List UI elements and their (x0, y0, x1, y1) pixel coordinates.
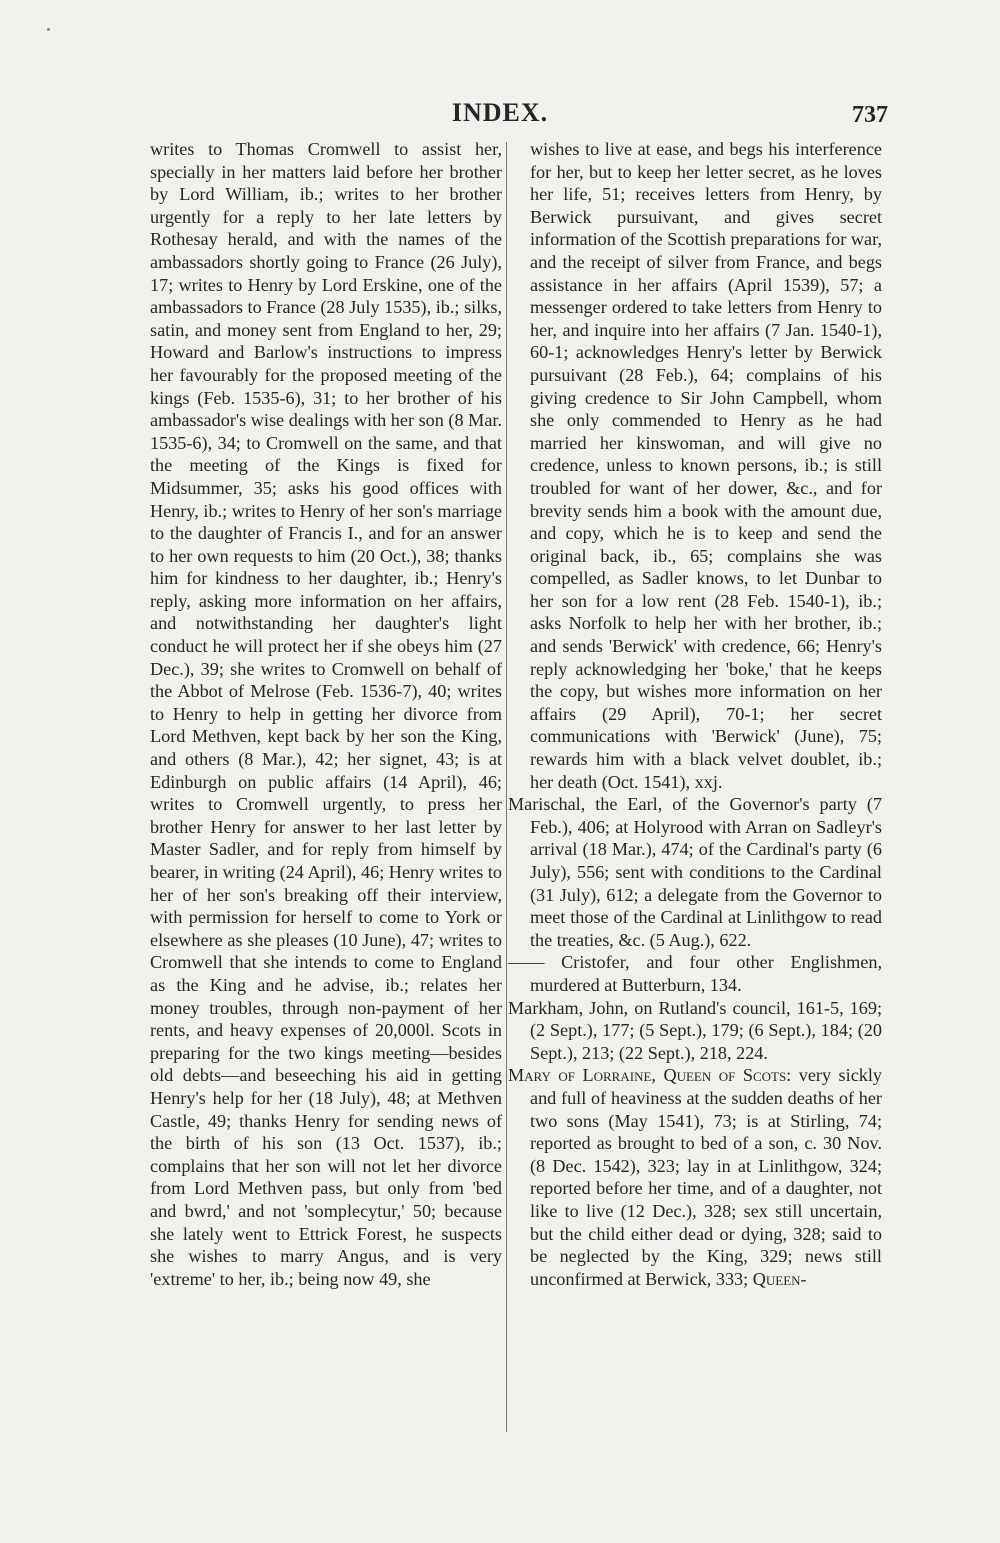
page-number: 737 (852, 102, 888, 128)
index-entry-cristofer: —— Cristofer, and four other Englishmen, murdered at Butterburn, 134. (508, 952, 882, 995)
speck (47, 28, 50, 31)
entry-tail: Queen- (752, 1268, 807, 1289)
right-column (508, 138, 882, 1290)
index-entry-markham: Markham, John, on Rutland's council, 161-5, 169; (2 Sept.), 177; (5 Sept.), 179; (6 Sept.), 184; (20 Sept.), 213; (22 Sept.), 218, 224. (508, 997, 882, 1063)
page-title: INDEX. (451, 98, 549, 127)
index-entry-mary-of-lorraine (508, 1064, 882, 1290)
entry-text: very sickly and full of heaviness at the sudden deaths of her two sons (May 1541), 73; is at Stirling, 74; reported as brought to bed of a son, c. 30 Nov. (8 Dec. 1542), 323; lay in at Linlithgow, 324; reported before her time, and of a daughter, not like to live (12 Dec.), 328; sex still uncertain, but the child either dead or dying, 328; said to be neglected by the King, 329; news still unconfirmed at Berwick, 333; (530, 1065, 883, 1289)
column-divider (506, 142, 507, 1432)
entry-heading: Mary of Lorraine, Queen of Scots: (508, 1065, 792, 1086)
index-entry-marischal: Marischal, the Earl, of the Governor's party (7 Feb.), 406; at Holyrood with Arran on Sadleyr's arrival (18 Mar.), 474; of the Cardinal's party (6 July), 556; sent with conditions to the Cardinal (31 July), 612; a delegate from the Governor to meet those of the Cardinal at Linlithgow to read the treaties, &c. (5 Aug.), 622. (508, 794, 882, 950)
index-entry-continuation-right: wishes to live at ease, and begs his interference for her, but to keep her letter secret, as he loves her life, 51; receives letters from Henry, by Berwick pursuivant, and gives secret information of the Scottish preparations for war, and the receipt of silver from France, and begs assistance in her affairs (April 1539), 57; a messenger ordered to take letters from Henry to her, and inquire into her affairs (7 Jan. 1540-1), 60-1; acknowledges Henry's letter by Berwick pursuivant (28 Feb.), 64; complains of his giving credence to Sir John Campbell, whom she only commended to Henry as he had married her kinswoman, and will give no credence, unless to known persons, ib.; is still troubled for want of her dower, &c., and for brevity sends him a book with the amount due, and copy, which he is to keep and send the original back, ib., 65; complains she was compelled, as Sadler knows, to let Dunbar to her son for a low rent (28 Feb. 1540-1), ib.; asks Norfolk to help her with her brother, ib.; and sends 'Berwick' with credence, 66; Henry's reply acknowledging her 'boke,' that he keeps the copy, but wishes more information on her affairs (29 April), 70-1; her secret communications with 'Berwick' (June), 75; rewards him with a black velvet doublet, ib.; her death (Oct. 1541), xxj. (530, 139, 882, 792)
left-column (150, 138, 502, 1290)
index-entry-continuation: writes to Thomas Cromwell to assist her, specially in her matters laid before her brother by Lord William, ib.; writes to her brother urgently for a reply to her late letters by Rothesay herald, and with the names of the ambassadors shortly going to France (26 July), 17; writes to Henry by Lord Erskine, one of the ambassadors to France (28 July 1535), ib.; silks, satin, and money sent from England to her, 29; Howard and Barlow's instructions to impress her favourably for the proposed meeting of the kings (Feb. 1535-6), 31; to her brother of his ambassador's wise dealings with her son (8 Mar. 1535-6), 34; to Cromwell on the same, and that the meeting of the Kings is fixed for Midsummer, 35; asks his good offices with Henry, ib.; writes to Henry of her son's marriage to the daughter of Francis I., and for an answer to her own requests to him (20 Oct.), 38; thanks him for kindness to her daughter, ib.; Henry's reply, asking more information on her affairs, and notwithstanding her daughter's light conduct he will protect her if she obeys him (27 Dec.), 39; she writes to Cromwell on behalf of the Abbot of Melrose (Feb. 1536-7), 40; writes to Henry to help in getting her divorce from Lord Methven, kept back by her son the King, and others (8 Mar.), 42; her signet, 43; is at Edinburgh on public affairs (14 April), 46; writes to Cromwell urgently, to press her brother Henry for answer to her last letter by Master Sadler, and for reply from himself by bearer, in writing (24 April), 46; Henry writes to her of her son's breaking off their interview, with permission for herself to come to York or elsewhere as she pleases (10 June), 47; writes to Cromwell that she intends to come to England as the King and he advise, ib.; relates her money troubles, through non-payment of her rents, and heavy expenses of 20,000l. Scots in preparing for the two kings meeting—besides old debts—and beseeching his aid in getting Henry's help for her (18 July), 48; at Methven Castle, 49; thanks Henry for sending news of the birth of his son (13 Oct. 1537), ib.; complains that her son will not let her divorce from Lord Methven pass, but only from 'bed and bwrd,' and not 'somplecytur,' 50; because she lately went to Ettrick Forest, he suspects she wishes to marry Angus, and is very 'extreme' to her, ib.; being now 49, she (150, 139, 502, 1289)
